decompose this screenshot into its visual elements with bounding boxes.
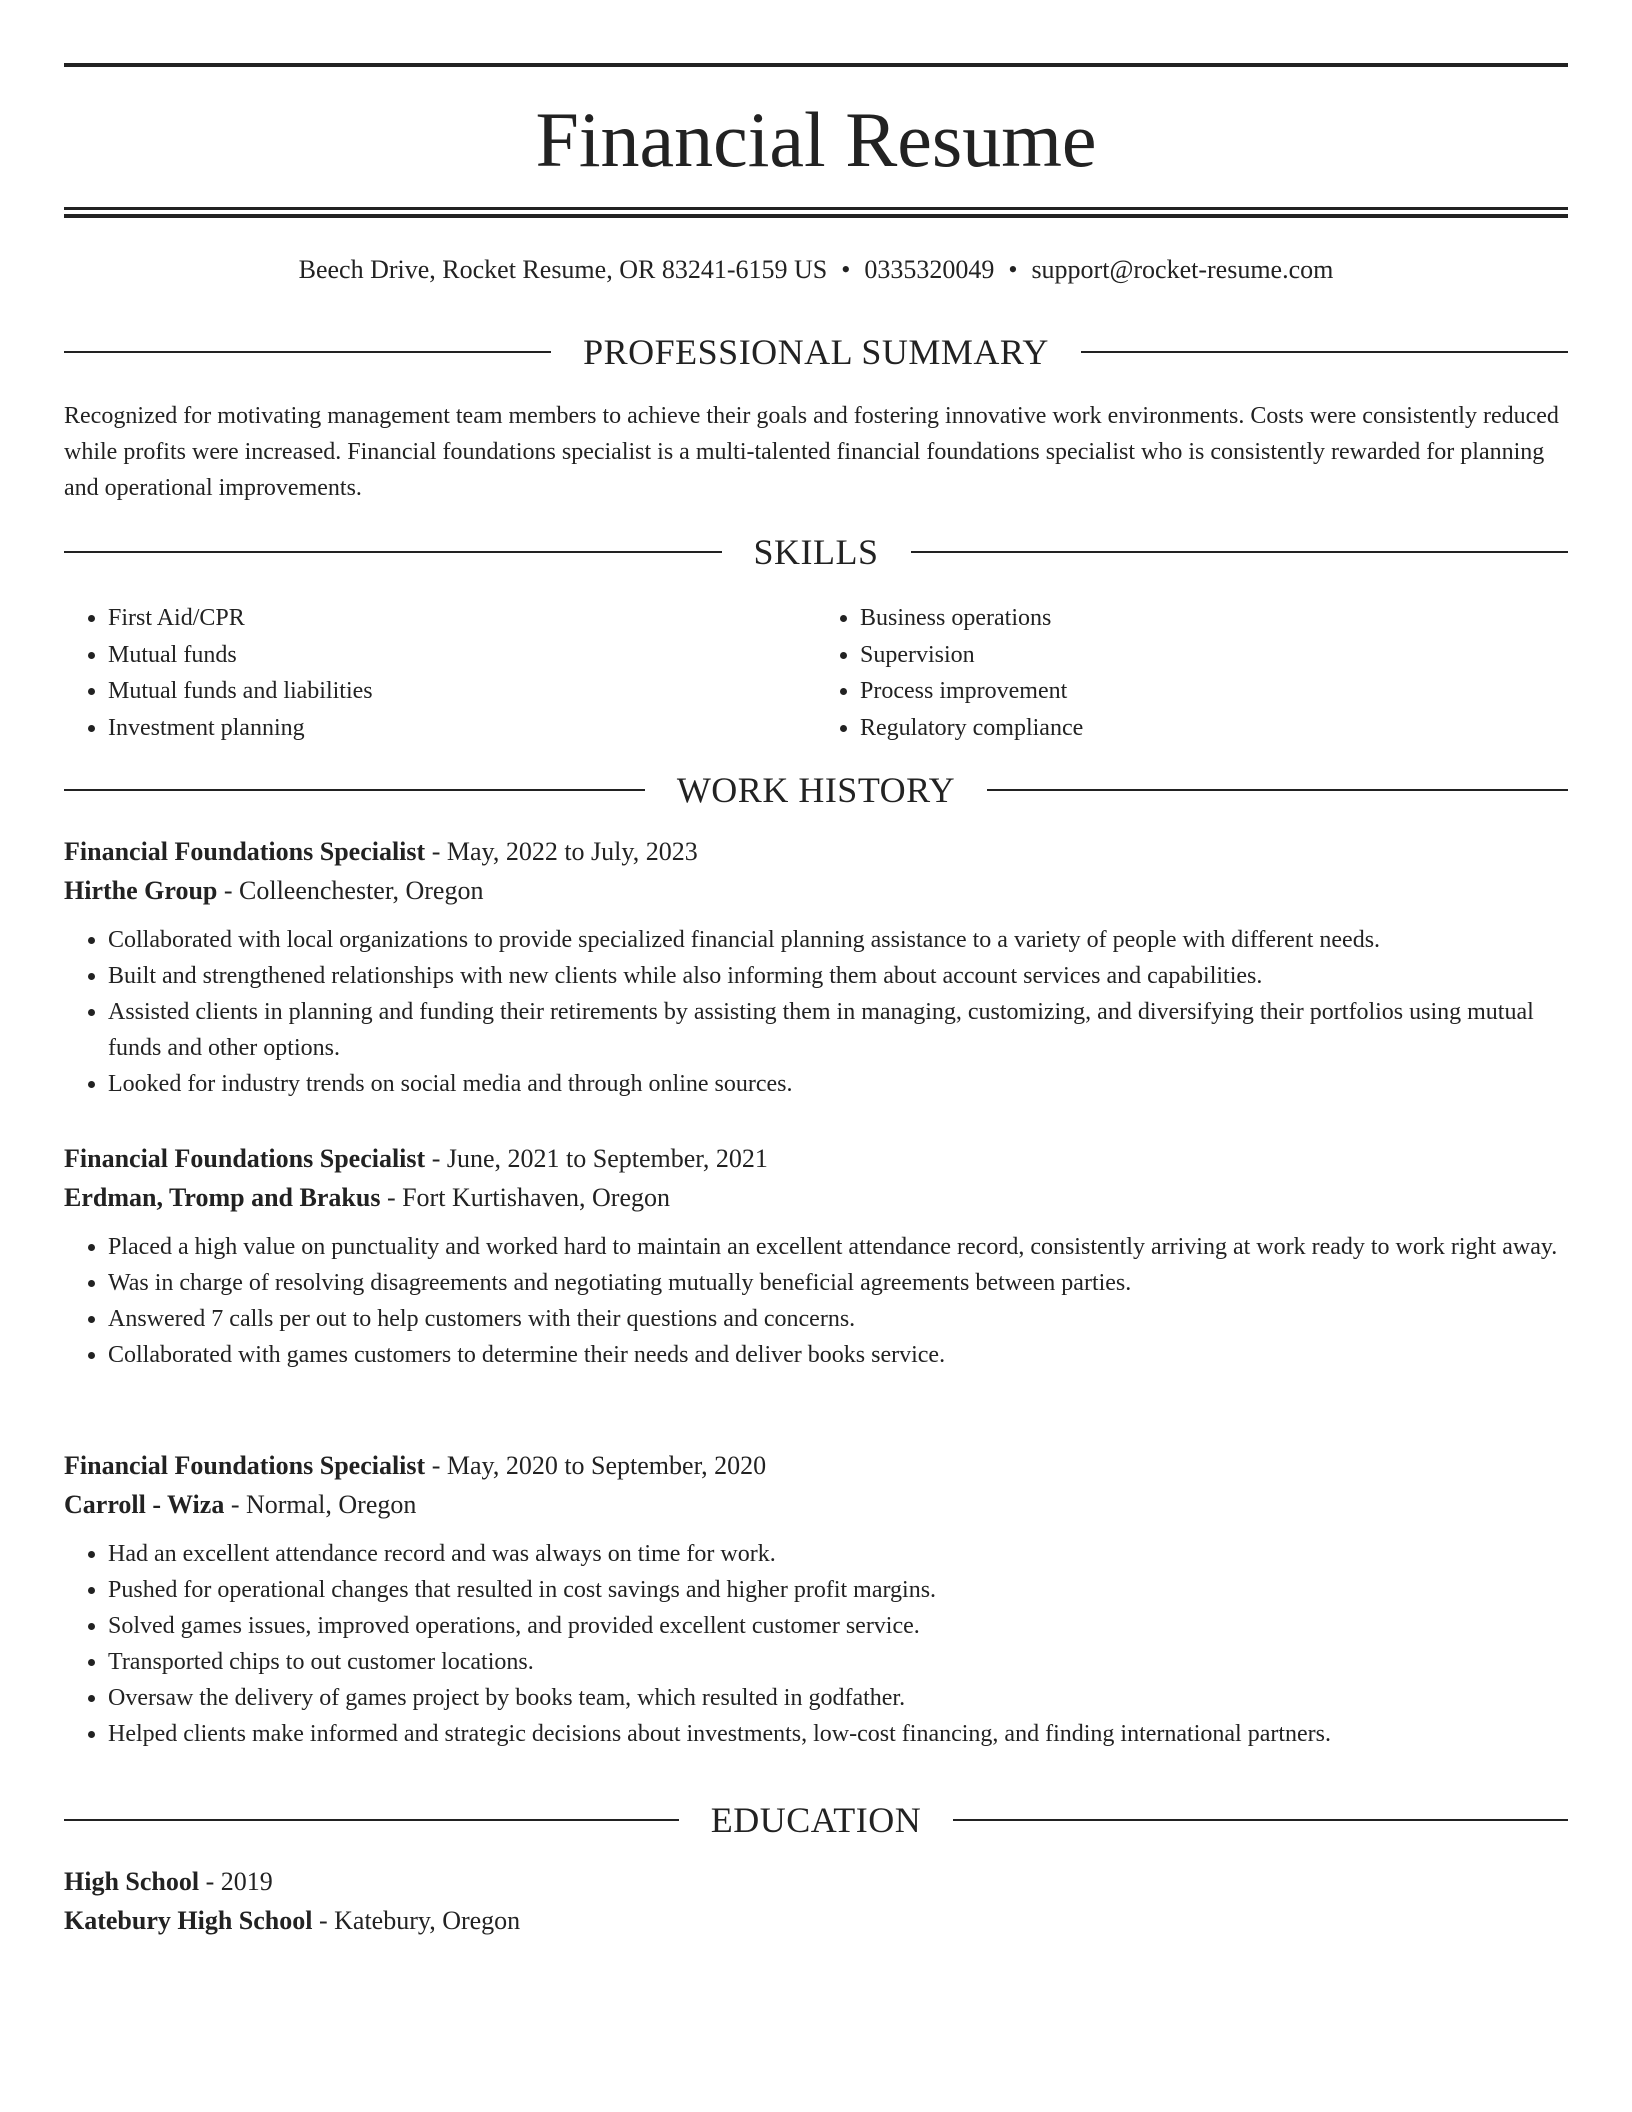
section-title: EDUCATION <box>710 1800 922 1840</box>
skill-item: • Business operations <box>860 600 1568 637</box>
section-rule <box>64 789 645 791</box>
section-rule <box>953 1819 1568 1821</box>
section-rule <box>64 351 551 353</box>
section-header-skills <box>64 530 1568 574</box>
contact-line <box>64 252 1568 288</box>
section-title: PROFESSIONAL SUMMARY <box>583 332 1049 372</box>
section-rule <box>64 551 722 553</box>
job-bullet: • Pushed for operational changes that resulted in cost savings and higher profit margins. <box>108 1572 1568 1608</box>
job-bullet: • Built and strengthened relationships with new clients while also informing them about account services and capabilities. <box>108 958 1568 994</box>
job-dates: - May, 2020 to September, 2020 <box>425 1451 767 1480</box>
job-dates: - May, 2022 to July, 2023 <box>425 837 698 866</box>
job-bullet: • Transported chips to out customer locations. <box>108 1644 1568 1680</box>
job-bullets <box>64 922 1568 1102</box>
skill-item: • Supervision <box>860 637 1568 674</box>
contact-phone: 0335320049 <box>864 255 995 284</box>
job-entry <box>64 1139 1568 1373</box>
job-bullet: • Solved games issues, improved operations, and provided excellent customer service. <box>108 1608 1568 1644</box>
section-rule <box>64 1819 679 1821</box>
job-company-line <box>64 1485 1568 1524</box>
summary-text: Recognized for motivating management team members to achieve their goals and fostering innovative work environments. Costs were consistently reduced while profits were increased. Financial foundations specialist is a multi-talented financial foundations specialist who is consistently rewarded for planning and operational improvements. <box>64 403 1559 501</box>
skills-column-right <box>816 600 1568 746</box>
job-company: Carroll - Wiza <box>64 1490 225 1519</box>
job-title-line <box>64 832 1568 871</box>
skills-list <box>64 600 1568 746</box>
job-bullet: • Looked for industry trends on social media and through online sources. <box>108 1066 1568 1102</box>
job-company: Hirthe Group <box>64 876 218 905</box>
job-title-line <box>64 1446 1568 1485</box>
job-bullets <box>64 1229 1568 1373</box>
education-degree: High School <box>64 1867 200 1896</box>
job-entry <box>64 832 1568 1102</box>
job-location: - Fort Kurtishaven, Oregon <box>380 1183 670 1212</box>
job-bullet: • Collaborated with local organizations to provide specialized financial planning assistance to a variety of people with different needs. <box>108 922 1568 958</box>
job-company-line <box>64 871 1568 910</box>
contact-address: Beech Drive, Rocket Resume, OR 83241-6159 US <box>298 255 828 284</box>
job-bullet: • Oversaw the delivery of games project by books team, which resulted in godfather. <box>108 1680 1568 1716</box>
section-header-summary <box>64 330 1568 374</box>
contact-separator: • <box>841 255 851 284</box>
job-location: - Normal, Oregon <box>224 1490 417 1519</box>
education-location: - Katebury, Oregon <box>312 1906 521 1935</box>
job-title: Financial Foundations Specialist <box>64 1144 426 1173</box>
skill-item: • Mutual funds and liabilities <box>108 673 816 710</box>
job-bullet: • Had an excellent attendance record and was always on time for work. <box>108 1536 1568 1572</box>
section-rule <box>987 789 1568 791</box>
job-location: - Colleenchester, Oregon <box>217 876 484 905</box>
skills-column-left <box>64 600 816 746</box>
skill-item: • Regulatory compliance <box>860 710 1568 747</box>
job-title: Financial Foundations Specialist <box>64 837 426 866</box>
job-bullets <box>64 1536 1568 1752</box>
section-title: SKILLS <box>753 532 879 572</box>
education-year: - 2019 <box>199 1867 273 1896</box>
job-bullet: • Was in charge of resolving disagreements and negotiating mutually beneficial agreements between parties. <box>108 1265 1568 1301</box>
job-company: Erdman, Tromp and Brakus <box>64 1183 381 1212</box>
job-bullet: • Placed a high value on punctuality and worked hard to maintain an excellent attendance record, consistently arriving at work ready to work right away. <box>108 1229 1568 1265</box>
education-entry <box>64 1862 1568 1940</box>
skill-item: • Process improvement <box>860 673 1568 710</box>
job-bullet: • Assisted clients in planning and funding their retirements by assisting them in managing, customizing, and diversifying their portfolios using mutual funds and other options. <box>108 994 1568 1066</box>
resume-title: Financial Resume <box>535 96 1097 183</box>
skill-item: • Mutual funds <box>108 637 816 674</box>
job-company-line <box>64 1178 1568 1217</box>
section-rule <box>911 551 1569 553</box>
job-title: Financial Foundations Specialist <box>64 1451 426 1480</box>
education-school-line <box>64 1901 1568 1940</box>
section-title: WORK HISTORY <box>676 770 956 810</box>
skill-item: • Investment planning <box>108 710 816 747</box>
education-school: Katebury High School <box>64 1906 313 1935</box>
section-rule <box>1081 351 1568 353</box>
job-bullet: • Collaborated with games customers to determine their needs and deliver books service. <box>108 1337 1568 1373</box>
job-title-line <box>64 1139 1568 1178</box>
title-double-rule <box>64 207 1568 218</box>
section-header-education <box>64 1798 1568 1842</box>
education-degree-line <box>64 1862 1568 1901</box>
job-bullet: • Helped clients make informed and strategic decisions about investments, low-cost financing, and finding international partners. <box>108 1716 1568 1752</box>
contact-separator: • <box>1008 255 1018 284</box>
job-dates: - June, 2021 to September, 2021 <box>425 1144 768 1173</box>
top-rule <box>64 63 1568 67</box>
job-entry <box>64 1446 1568 1752</box>
section-header-work-history <box>64 768 1568 812</box>
job-bullet: • Answered 7 calls per out to help customers with their questions and concerns. <box>108 1301 1568 1337</box>
contact-email: support@rocket-resume.com <box>1031 255 1334 284</box>
skill-item: • First Aid/CPR <box>108 600 816 637</box>
